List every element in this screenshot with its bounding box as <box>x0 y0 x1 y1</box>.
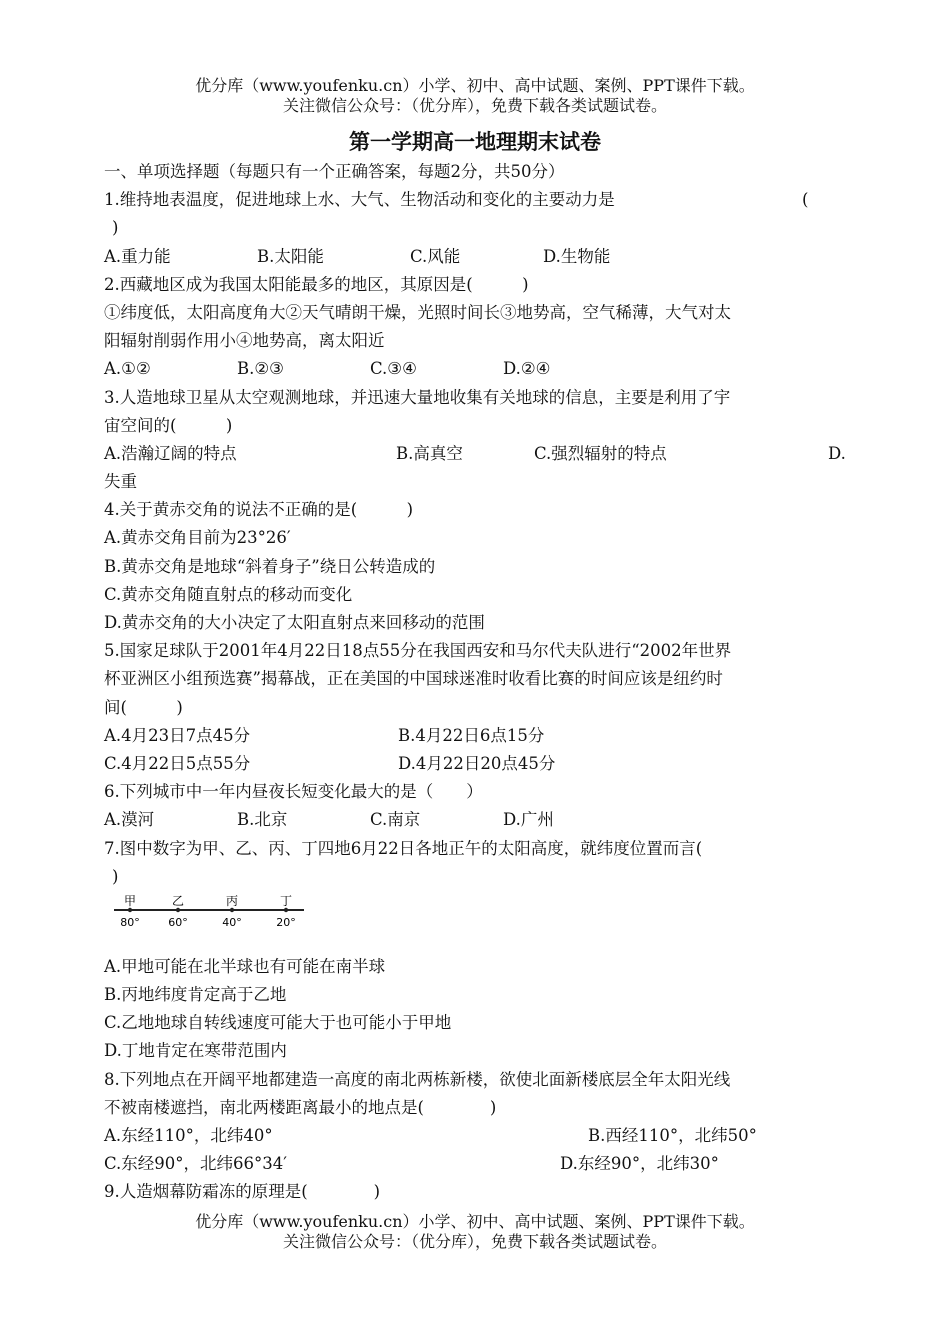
diagram-point-jia <box>128 908 132 912</box>
q7-option-b: B.丙地纬度肯定高于乙地 <box>104 985 287 1005</box>
question-9-stem: 9.人造烟幕防霜冻的原理是( ) <box>104 1182 381 1202</box>
footer-line-1: 优分库（www.youfenku.cn）小学、初中、高中试题、案例、PPT课件下载。 <box>195 1212 755 1231</box>
question-1-stem <box>104 186 850 214</box>
question-3-stem-1: 3.人造地球卫星从太空观测地球，并迅速大量地收集有关地球的信息，主要是利用了宇 <box>104 387 731 407</box>
question-2-desc-2: 阳辐射削弱作用小④地势高，离太阳近 <box>104 331 385 351</box>
q1-option-d: D.生物能 <box>543 246 611 266</box>
page-title: 第一学期高一地理期末试卷 <box>349 129 601 154</box>
diagram-label-bing: 丙 <box>225 893 239 908</box>
q6-option-b: B.北京 <box>237 810 288 830</box>
question-8-stem-1: 8.下列地点在开阔平地都建造一高度的南北两栋新楼，欲使北面新楼底层全年太阳光线 <box>104 1069 731 1089</box>
diagram-angle-ding: 20° <box>276 915 296 929</box>
question-4-stem: 4.关于黄赤交角的说法不正确的是( ) <box>104 500 414 520</box>
question-1-options <box>104 243 850 271</box>
sun-altitude-diagram-svg <box>108 893 308 939</box>
diagram-angle-bing: 40° <box>222 915 242 929</box>
q2-option-c: C.③④ <box>370 359 417 379</box>
question-1-paren-close: ) <box>112 218 119 238</box>
page-header <box>0 76 950 116</box>
exam-content <box>104 158 850 1207</box>
question-7-paren-close: ) <box>112 866 119 886</box>
question-7-stem: 7.图中数字为甲、乙、丙、丁四地6月22日各地正午的太阳高度，就纬度位置而言( <box>104 838 703 858</box>
q5-option-b: B.4月22日6点15分 <box>398 725 545 745</box>
q3-option-a: A.浩瀚辽阔的特点 <box>104 443 237 463</box>
q8-option-d: D.东经90°，北纬30° <box>560 1154 719 1174</box>
q2-option-b: B.②③ <box>237 359 284 379</box>
question-6-stem: 6.下列城市中一年内昼夜长短变化最大的是（ ） <box>104 782 483 802</box>
question-2-options <box>104 355 850 383</box>
diagram-label-ding: 丁 <box>279 893 293 908</box>
diagram-angle-jia: 80° <box>120 915 140 929</box>
header-line-2: 关注微信公众号：（优分库），免费下载各类试题试卷。 <box>282 96 667 115</box>
q4-option-d: D.黄赤交角的大小决定了太阳直射点来回移动的范围 <box>104 613 485 632</box>
q3-option-c: C.强烈辐射的特点 <box>534 443 667 463</box>
q6-option-d: D.广州 <box>503 810 554 830</box>
q1-option-a: A.重力能 <box>104 246 171 266</box>
diagram-point-bing <box>230 908 234 912</box>
q8-option-c: C.东经90°，北纬66°34′ <box>104 1154 288 1174</box>
q3-option-d-text: 失重 <box>104 472 137 492</box>
question-8-options-row-2 <box>104 1150 850 1178</box>
diagram-label-yi: 乙 <box>171 893 185 908</box>
q2-option-d: D.②④ <box>503 359 551 379</box>
page-footer <box>0 1212 950 1252</box>
q5-option-d: D.4月22日20点45分 <box>398 753 556 773</box>
question-5-options-row-1 <box>104 722 850 750</box>
question-5-options-row-2 <box>104 750 850 778</box>
q3-option-b: B.高真空 <box>396 443 463 463</box>
diagram-label-jia: 甲 <box>123 893 137 908</box>
question-3-stem-2: 宙空间的( ) <box>104 415 233 435</box>
q2-option-a: A.①② <box>104 359 151 379</box>
q8-option-a: A.东经110°，北纬40° <box>104 1126 273 1145</box>
q5-option-c: C.4月22日5点55分 <box>104 753 251 773</box>
q7-option-a: A.甲地可能在北半球也有可能在南半球 <box>104 956 386 976</box>
footer-line-2: 关注微信公众号：（优分库），免费下载各类试题试卷。 <box>282 1232 667 1251</box>
q7-option-d: D.丁地肯定在寒带范围内 <box>104 1041 287 1061</box>
question-8-options-row-1 <box>104 1122 850 1150</box>
question-5-stem-1: 5.国家足球队于2001年4月22日18点55分在我国西安和马尔代夫队进行“2002年世界 <box>104 641 732 661</box>
q6-option-a: A.漠河 <box>104 810 155 830</box>
q6-option-c: C.南京 <box>370 810 421 830</box>
q4-option-c: C.黄赤交角随直射点的移动而变化 <box>104 584 353 604</box>
question-5-stem-3: 间( ) <box>104 697 183 717</box>
q8-option-b: B.西经110°，北纬50° <box>588 1126 757 1145</box>
q1-option-b: B.太阳能 <box>257 246 324 266</box>
diagram-point-ding <box>284 908 288 912</box>
question-3-options <box>104 440 850 468</box>
diagram-point-yi <box>176 908 180 912</box>
q3-option-d: D. <box>828 443 846 463</box>
question-1-text: 1.维持地表温度，促进地球上水、大气、生物活动和变化的主要动力是 <box>104 190 615 210</box>
header-line-1: 优分库（www.youfenku.cn）小学、初中、高中试题、案例、PPT课件下载。 <box>195 76 755 95</box>
question-2-stem: 2.西藏地区成为我国太阳能最多的地区，其原因是( ) <box>104 274 529 294</box>
q1-option-c: C.风能 <box>410 246 461 266</box>
q4-option-b: B.黄赤交角是地球“斜着身子”绕日公转造成的 <box>104 556 436 576</box>
question-8-stem-2: 不被南楼遮挡，南北两楼距离最小的地点是( ) <box>104 1097 497 1117</box>
q5-option-a: A.4月23日7点45分 <box>104 725 251 745</box>
q7-option-c: C.乙地地球自转线速度可能大于也可能小于甲地 <box>104 1013 452 1033</box>
sun-altitude-diagram <box>104 891 850 953</box>
diagram-angle-yi: 60° <box>168 915 188 929</box>
section-heading: 一、单项选择题（每题只有一个正确答案，每题2分，共50分） <box>104 162 565 181</box>
q4-option-a: A.黄赤交角目前为23°26′ <box>104 528 291 548</box>
question-2-desc-1: ①纬度低，太阳高度角大②天气晴朗干燥，光照时间长③地势高，空气稀薄，大气对太 <box>104 302 731 322</box>
question-5-stem-2: 杯亚洲区小组预选赛”揭幕战，正在美国的中国球迷准时收看比赛的时间应该是纽约时 <box>104 669 723 689</box>
question-6-options <box>104 806 850 834</box>
question-1-paren-open: ( <box>802 190 809 210</box>
